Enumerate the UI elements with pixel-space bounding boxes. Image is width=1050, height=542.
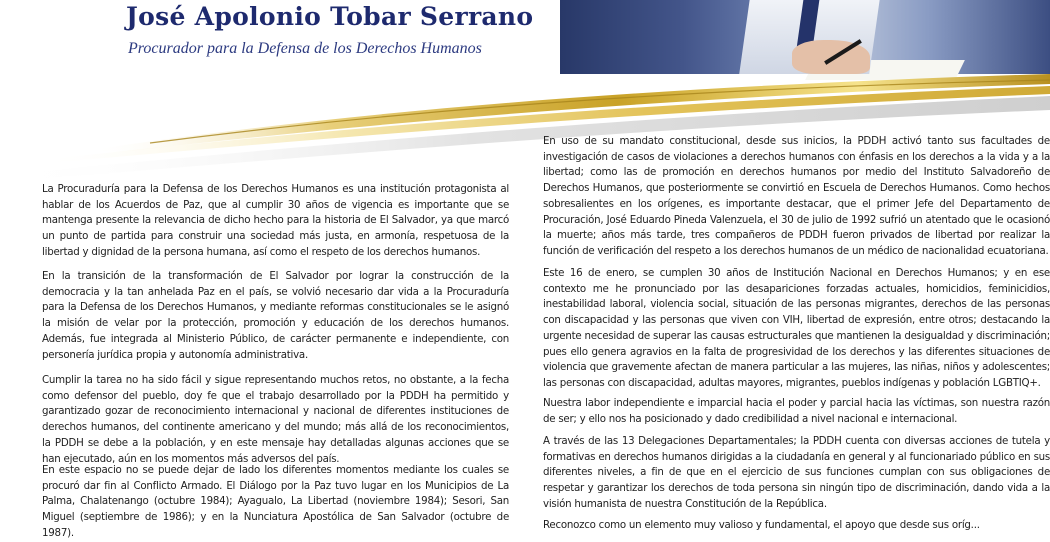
right-paragraph-1: En uso de su mandato constitucional, desde sus inicios, la PDDH activó tanto sus facultades de investigación de casos de violaciones a derechos humanos con énfasis en los derechos a la vida y a la libertad; como las de promoción en derechos humanos por medio del Instituto Salvadoreño de Derechos Humanos, que posteriormente se convirtió en Escuela de Derechos Humanos. Como hechos sobresalientes en los orígenes, es importante destacar, que el primer Jefe del Departamento de Procuración, José Eduardo Pineda Valenzuela, el 30 de julio de 1992 sufrió un atentado que le ocasionó la muerte; años más tarde, tres compañeros de PDDH fueron privados de libertad por realizar la función de verificación del respeto a los derechos humanos de un médico de nacionalidad ecuatoriana. bbox=[543, 135, 1050, 257]
author-name: José Apolonio Tobar Serrano bbox=[126, 2, 534, 31]
author-role: Procurador para la Defensa de los Derechos Humanos bbox=[128, 40, 482, 57]
left-paragraph-1: La Procuraduría para la Defensa de los Derechos Humanos es una institución protagonista al hablar de los Acuerdos de Paz, que al cumplir 30 años de vigencia es importante que se mantenga presente la relevancia de dicho hecho para la historia de El Salvador, ya que marcó un punto de partida para construir una sociedad más justa, en armonía, respetuosa de la libertad y dignidad de la persona humana, así como el respeto de los derechos humanos. bbox=[42, 183, 509, 258]
right-paragraph-3: Nuestra labor independiente e imparcial hacia el poder y parcial hacia las víctimas, son nuestra razón de ser; y ello nos ha posicionado y dado credibilidad a nivel nacional e internacional. bbox=[543, 397, 1050, 425]
right-paragraph-5: Reconozco como un elemento muy valioso y fundamental, el apoyo que desde sus oríg... bbox=[543, 519, 980, 531]
left-paragraph-3: Cumplir la tarea no ha sido fácil y sigue representando muchos retos, no obstante, a la fecha como defensor del pueblo, doy fe que el trabajo desarrollado por la PDDH ha permitido y garantizado gozar de reconocimiento internacional y nacional de diferentes instituciones de derechos humanos, del continente americano y del mundo; más allá de los reconocimientos, la PDDH se debe a la población, y en este mensaje hay detalladas algunas acciones que se han ejecutado, aún en los momentos más adversos del país. bbox=[42, 374, 509, 465]
right-paragraph-2: Este 16 de enero, se cumplen 30 años de Institución Nacional en Derechos Humanos; y en ese contexto me he pronunciado por las desapariciones forzadas actuales, homicidios, feminicidios, inestabilidad laboral, violencia social, situación de las personas migrantes, derechos de las personas con discapacidad y las personas que viven con VIH, libertad de expresión, entre otros; destacando la urgente necesidad de superar las causas estructurales que mantienen la desigualdad y discriminación; pues ello genera agravios en la falta de progresividad de los derechos y las diferentes situaciones de violencia que gravemente afectan de manera particular a las mujeres, las niñas, niños y adolescentes; las personas con discapacidad, adultas mayores, migrantes, pueblos indígenas y población LGBTIQ+. bbox=[543, 267, 1050, 389]
right-paragraph-4: A través de las 13 Delegaciones Departamentales; la PDDH cuenta con diversas acciones de tutela y formativas en derechos humanos dirigidas a la ciudadanía en general y al funcionariado público en sus diferentes niveles, a fin de que en el ejercicio de sus funciones cumplan con sus obligaciones de respetar y garantizar los derechos de toda persona sin ningún tipo de discriminación, dando vida a la visión humanista de nuestra Constitución de la República. bbox=[543, 435, 1050, 510]
left-paragraph-4: En este espacio no se puede dejar de lado los diferentes momentos mediante los cuales se procuró dar fin al Conflicto Armado. El Diálogo por la Paz tuvo lugar en los Municipios de La Palma, Chalatenango (octubre 1984); Ayagualo, La Libertad (noviembre 1984); Sesori, San Miguel (septiembre de 1986); y en la Nunciatura Apostólica de San Salvador (octubre de 1987). bbox=[42, 464, 509, 539]
left-paragraph-2: En la transición de la transformación de El Salvador por lograr la construcción de la democracia y la tan anhelada Paz en el país, se volvió necesario dar vida a la Procuraduría para la Defensa de los Derechos Humanos, y mediante reformas constitucionales se le asignó la misión de velar por la protección, promoción y educación de los derechos humanos. Además, fue integrada al Ministerio Público, de carácter permanente e independiente, con personería jurídica propia y autonomía administrativa. bbox=[42, 270, 509, 361]
